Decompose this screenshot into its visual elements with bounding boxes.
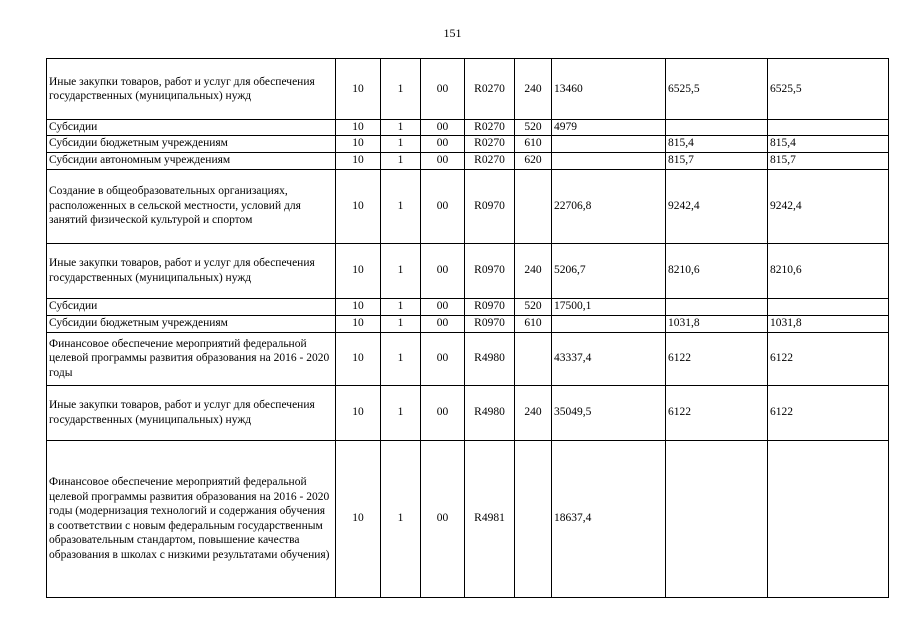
amount-year2-cell <box>666 298 768 315</box>
expense-type-cell: 610 <box>515 315 552 332</box>
section-cell: 10 <box>336 169 381 243</box>
subsection-cell: 1 <box>381 385 421 440</box>
target-code-cell: R0270 <box>465 120 515 136</box>
amount-year3-cell: 8210,6 <box>768 243 889 298</box>
row-name-cell: Субсидии бюджетным учреждениям <box>47 135 336 152</box>
program-cell: 00 <box>421 59 465 120</box>
target-code-cell: R0270 <box>465 59 515 120</box>
page-number: 151 <box>443 26 462 40</box>
target-code-cell: R0970 <box>465 315 515 332</box>
row-name-cell: Иные закупки товаров, работ и услуг для обеспечения государственных (муниципальных) нужд <box>47 385 336 440</box>
amount-year1-cell: 35049,5 <box>552 385 666 440</box>
target-code-cell: R4980 <box>465 385 515 440</box>
row-name-cell: Иные закупки товаров, работ и услуг для обеспечения государственных (муниципальных) нужд <box>47 59 336 120</box>
program-cell: 00 <box>421 152 465 169</box>
program-cell: 00 <box>421 243 465 298</box>
amount-year3-cell: 6122 <box>768 385 889 440</box>
amount-year3-cell: 1031,8 <box>768 315 889 332</box>
row-name-cell: Создание в общеобразовательных организациях, расположенных в сельской местности, условий для занятий физической культурой и спортом <box>47 169 336 243</box>
subsection-cell: 1 <box>381 169 421 243</box>
subsection-cell: 1 <box>381 332 421 385</box>
target-code-cell: R0970 <box>465 298 515 315</box>
amount-year1-cell <box>552 135 666 152</box>
section-cell: 10 <box>336 385 381 440</box>
program-cell: 00 <box>421 385 465 440</box>
program-cell: 00 <box>421 440 465 597</box>
row-name-cell: Субсидии бюджетным учреждениям <box>47 315 336 332</box>
section-cell: 10 <box>336 298 381 315</box>
row-name-cell: Субсидии <box>47 120 336 136</box>
target-code-cell: R0970 <box>465 169 515 243</box>
amount-year2-cell: 6122 <box>666 385 768 440</box>
program-cell: 00 <box>421 120 465 136</box>
expense-type-cell: 240 <box>515 243 552 298</box>
amount-year3-cell <box>768 120 889 136</box>
table-body <box>47 59 889 598</box>
row-name-cell: Субсидии автономным учреждениям <box>47 152 336 169</box>
table-row <box>47 135 889 152</box>
subsection-cell: 1 <box>381 135 421 152</box>
program-cell: 00 <box>421 169 465 243</box>
amount-year3-cell <box>768 298 889 315</box>
target-code-cell: R0270 <box>465 152 515 169</box>
subsection-cell: 1 <box>381 59 421 120</box>
table-row <box>47 59 889 120</box>
amount-year2-cell: 9242,4 <box>666 169 768 243</box>
amount-year1-cell: 17500,1 <box>552 298 666 315</box>
expense-type-cell <box>515 332 552 385</box>
amount-year3-cell: 6525,5 <box>768 59 889 120</box>
budget-table <box>46 58 889 598</box>
subsection-cell: 1 <box>381 440 421 597</box>
amount-year1-cell: 18637,4 <box>552 440 666 597</box>
amount-year1-cell: 13460 <box>552 59 666 120</box>
program-cell: 00 <box>421 298 465 315</box>
amount-year2-cell <box>666 120 768 136</box>
subsection-cell: 1 <box>381 298 421 315</box>
amount-year3-cell <box>768 440 889 597</box>
row-name-cell: Финансовое обеспечение мероприятий федеральной целевой программы развития образования на 2016 - 2020 годы (модернизация технологий и содержания обучения в соответствии с новым федеральным государственным образовательным стандартом, повышение качества образования в школах с низкими результатами обучения) <box>47 440 336 597</box>
subsection-cell: 1 <box>381 152 421 169</box>
target-code-cell: R0270 <box>465 135 515 152</box>
row-name-cell: Субсидии <box>47 298 336 315</box>
target-code-cell: R4981 <box>465 440 515 597</box>
subsection-cell: 1 <box>381 120 421 136</box>
table-row <box>47 152 889 169</box>
amount-year3-cell: 815,4 <box>768 135 889 152</box>
amount-year2-cell: 6525,5 <box>666 59 768 120</box>
table-row <box>47 332 889 385</box>
expense-type-cell <box>515 169 552 243</box>
expense-type-cell: 520 <box>515 120 552 136</box>
section-cell: 10 <box>336 332 381 385</box>
table-row <box>47 440 889 597</box>
program-cell: 00 <box>421 332 465 385</box>
section-cell: 10 <box>336 135 381 152</box>
section-cell: 10 <box>336 315 381 332</box>
section-cell: 10 <box>336 120 381 136</box>
amount-year1-cell: 22706,8 <box>552 169 666 243</box>
expense-type-cell: 610 <box>515 135 552 152</box>
section-cell: 10 <box>336 152 381 169</box>
expense-type-cell: 520 <box>515 298 552 315</box>
amount-year2-cell: 815,7 <box>666 152 768 169</box>
program-cell: 00 <box>421 135 465 152</box>
target-code-cell: R0970 <box>465 243 515 298</box>
expense-type-cell: 240 <box>515 59 552 120</box>
subsection-cell: 1 <box>381 315 421 332</box>
program-cell: 00 <box>421 315 465 332</box>
table-row <box>47 298 889 315</box>
amount-year1-cell: 43337,4 <box>552 332 666 385</box>
amount-year2-cell <box>666 440 768 597</box>
row-name-cell: Иные закупки товаров, работ и услуг для обеспечения государственных (муниципальных) нужд <box>47 243 336 298</box>
target-code-cell: R4980 <box>465 332 515 385</box>
section-cell: 10 <box>336 440 381 597</box>
amount-year2-cell: 6122 <box>666 332 768 385</box>
amount-year1-cell <box>552 315 666 332</box>
subsection-cell: 1 <box>381 243 421 298</box>
table-row <box>47 385 889 440</box>
row-name-cell: Финансовое обеспечение мероприятий федеральной целевой программы развития образования на 2016 - 2020 годы <box>47 332 336 385</box>
table-row <box>47 169 889 243</box>
section-cell: 10 <box>336 59 381 120</box>
table-row <box>47 243 889 298</box>
table-row <box>47 315 889 332</box>
amount-year2-cell: 815,4 <box>666 135 768 152</box>
amount-year3-cell: 9242,4 <box>768 169 889 243</box>
amount-year3-cell: 6122 <box>768 332 889 385</box>
amount-year1-cell: 5206,7 <box>552 243 666 298</box>
amount-year2-cell: 8210,6 <box>666 243 768 298</box>
section-cell: 10 <box>336 243 381 298</box>
amount-year3-cell: 815,7 <box>768 152 889 169</box>
amount-year1-cell: 4979 <box>552 120 666 136</box>
expense-type-cell: 620 <box>515 152 552 169</box>
amount-year1-cell <box>552 152 666 169</box>
expense-type-cell: 240 <box>515 385 552 440</box>
expense-type-cell <box>515 440 552 597</box>
table-row <box>47 120 889 136</box>
amount-year2-cell: 1031,8 <box>666 315 768 332</box>
